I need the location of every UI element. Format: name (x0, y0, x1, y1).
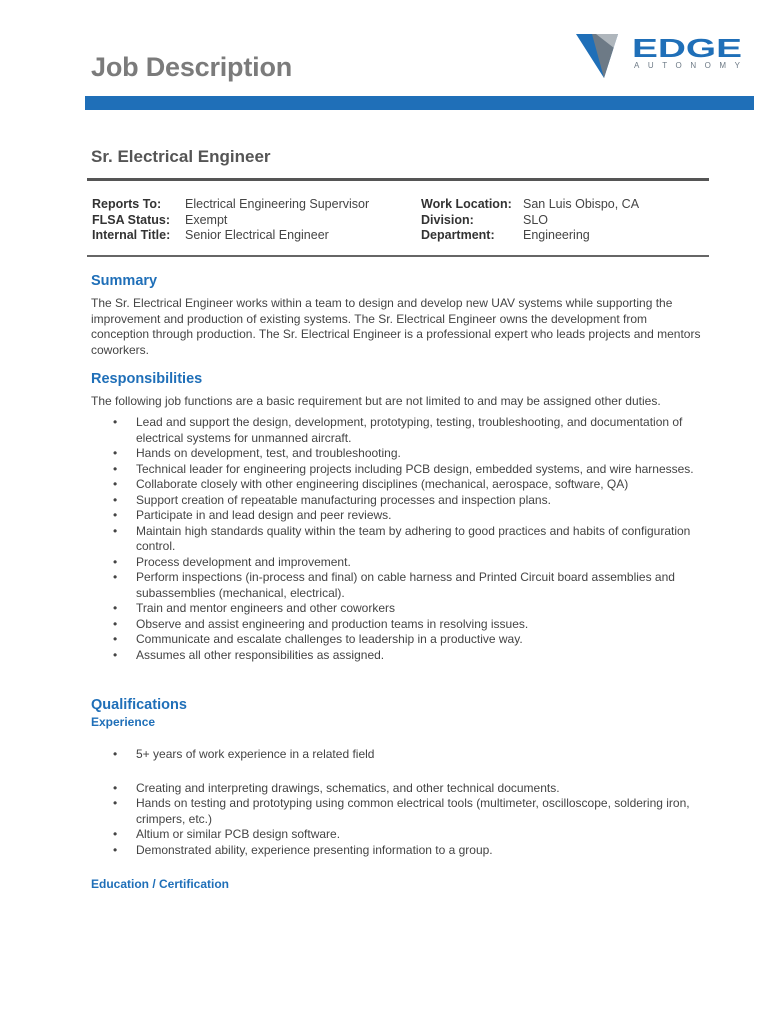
header-divider-bar (85, 96, 754, 110)
job-title: Sr. Electrical Engineer (91, 147, 271, 166)
info-label: Work Location: (421, 197, 512, 211)
list-item (91, 555, 707, 571)
list-item-text: Technical leader for engineering projects including PCB design, embedded systems, and wire harnesses. (136, 461, 694, 476)
list-item (91, 617, 707, 633)
info-value: Exempt (185, 212, 228, 227)
info-row-internal-title (92, 228, 369, 244)
list-item-text: Participate in and lead design and peer reviews. (136, 508, 392, 522)
bullet-icon: • (113, 632, 118, 646)
list-item-text: Creating and interpreting drawings, schematics, and other technical documents. (136, 780, 560, 795)
list-item-text: Demonstrated ability, experience presenting information to a group. (136, 842, 493, 857)
bullet-icon: • (113, 554, 118, 569)
bullet-icon: • (113, 477, 118, 491)
bullet-icon: • (113, 415, 118, 429)
list-item-text: Collaborate closely with other engineering disciplines (mechanical, aerospace, software, QA) (136, 477, 629, 491)
list-item-text: Process development and improvement. (136, 554, 351, 569)
info-top-rule (87, 178, 709, 181)
info-value: Senior Electrical Engineer (185, 228, 329, 242)
info-label: Division: (421, 212, 474, 227)
info-bottom-rule (87, 255, 709, 257)
info-label: Department: (421, 228, 495, 242)
summary-heading: Summary (91, 273, 158, 289)
list-item (91, 648, 707, 664)
company-logo (574, 30, 744, 84)
list-item (91, 601, 707, 617)
bullet-icon: • (113, 780, 118, 795)
bullet-icon: • (113, 601, 118, 615)
list-item-text: Maintain high standards quality within the team by adhering to good practices and habits of configuration control. (136, 523, 691, 553)
bullet-icon: • (113, 842, 118, 857)
bullet-icon: • (113, 492, 118, 507)
list-item-text: Lead and support the design, development, prototyping, testing, troubleshooting, and documentation of electrical systems for unmanned aircraft. (136, 415, 683, 445)
list-item (91, 781, 707, 797)
job-info-right (421, 197, 639, 244)
info-label: Internal Title: (92, 228, 171, 242)
list-item (91, 493, 707, 509)
list-item-text: 5+ years of work experience in a related field (136, 747, 375, 761)
responsibilities-list (91, 415, 707, 663)
info-label: FLSA Status: (92, 212, 171, 227)
bullet-icon: • (113, 647, 118, 662)
job-info-left (92, 197, 369, 244)
list-item (91, 415, 707, 446)
info-value: Electrical Engineering Supervisor (185, 197, 370, 211)
bullet-icon: • (113, 616, 118, 631)
list-item-text: Assumes all other responsibilities as assigned. (136, 647, 385, 662)
list-item (91, 632, 707, 648)
list-item-text: Hands on development, test, and troubleshooting. (136, 446, 401, 460)
bullet-icon: • (113, 523, 118, 538)
list-item-text: Communicate and escalate challenges to leadership in a productive way. (136, 632, 523, 646)
list-item (91, 570, 707, 601)
bullet-icon: • (113, 796, 118, 810)
info-row-division (421, 213, 639, 229)
list-item-text: Hands on testing and prototyping using common electrical tools (multimeter, oscilloscope, soldering iron, crimpers, etc.) (136, 796, 690, 826)
info-label: Reports To: (92, 197, 162, 211)
info-value: SLO (523, 212, 549, 227)
qualifications-heading: Qualifications (91, 697, 187, 713)
list-item-text: Support creation of repeatable manufacturing processes and inspection plans. (136, 492, 551, 507)
bullet-icon: • (113, 446, 118, 460)
page-title: Job Description (91, 52, 293, 82)
summary-text: The Sr. Electrical Engineer works within a team to design and develop new UAV systems while supporting the improvement and production of existing systems. The Sr. Electrical Engineer owns the development from conception through production. The Sr. Electrical Engineer is a professional expert who leads projects and mentors coworkers. (91, 296, 701, 357)
info-row-flsa-status (92, 213, 369, 229)
experience-heading: Experience (91, 715, 156, 729)
bullet-icon: • (113, 827, 118, 841)
list-item (91, 747, 707, 763)
logo-tagline: AUTONOMY (634, 61, 740, 70)
info-row-department (421, 228, 639, 244)
list-item (91, 827, 707, 843)
list-item (91, 524, 707, 555)
bullet-icon: • (113, 570, 118, 584)
list-item (91, 462, 707, 478)
info-row-work-location (421, 197, 639, 213)
list-item (91, 477, 707, 493)
responsibilities-heading: Responsibilities (91, 371, 203, 387)
list-item (91, 796, 707, 827)
list-item-text: Perform inspections (in-process and final) on cable harness and Printed Circuit board assemblies and subassemblies (mechanical, electrical). (136, 570, 675, 600)
info-row-reports-to (92, 197, 369, 213)
bullet-icon: • (113, 461, 118, 476)
edge-autonomy-logo-icon (574, 30, 744, 84)
list-item (91, 446, 707, 462)
list-item (91, 508, 707, 524)
list-item-text: Altium or similar PCB design software. (136, 827, 341, 841)
responsibilities-intro: The following job functions are a basic requirement but are not limited to and may be assigned other duties. (91, 394, 661, 408)
list-item (91, 843, 707, 859)
list-item-text: Train and mentor engineers and other coworkers (136, 601, 396, 615)
experience-list (91, 747, 707, 858)
list-item-text: Observe and assist engineering and production teams in resolving issues. (136, 616, 529, 631)
bullet-icon: • (113, 747, 118, 761)
bullet-icon: • (113, 508, 118, 522)
info-value: Engineering (523, 228, 590, 242)
logo-word: EDGE (632, 33, 742, 63)
info-value: San Luis Obispo, CA (523, 197, 640, 211)
education-heading: Education / Certification (91, 877, 230, 891)
